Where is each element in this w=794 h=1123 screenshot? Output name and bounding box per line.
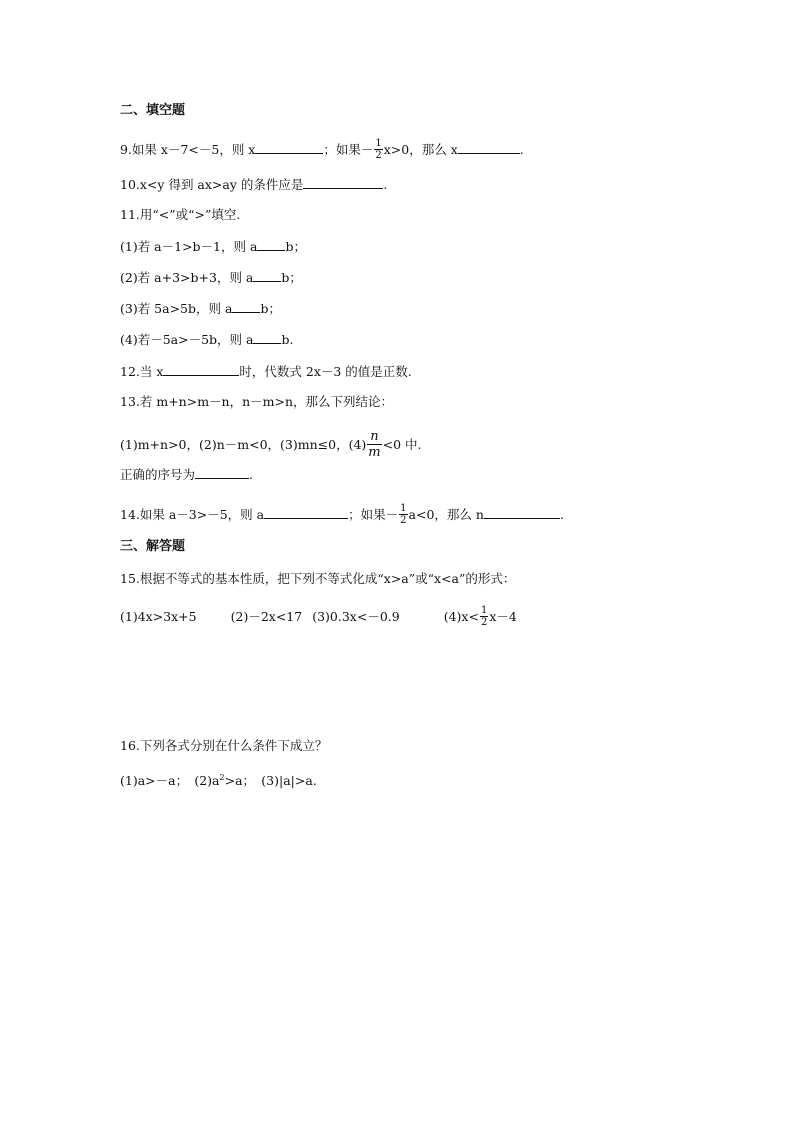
q16-text-2: >a； (3)|a|>a.	[224, 773, 317, 789]
q9-text-1: 9.如果 x－7<－5，则 x	[120, 142, 256, 157]
fraction-numerator: n	[367, 429, 381, 445]
q10-text-2: .	[383, 177, 388, 192]
q11-3-text-1: (3)若 5a>5b，则 a	[120, 301, 233, 316]
q13-text-1: (1)m+n>0，(2)n－m<0，(3)mn≤0，(4)	[120, 437, 367, 452]
q9-text-4: .	[519, 142, 524, 157]
answer-blank[interactable]	[253, 269, 281, 282]
q11-1-text-2: b；	[285, 239, 306, 254]
q14-text-2: ；如果－	[348, 507, 399, 522]
q11-2-text-1: (2)若 a+3>b+3，则 a	[120, 270, 254, 285]
question-10	[120, 176, 387, 193]
fraction	[367, 429, 381, 460]
q15-item-4-b: x－4	[489, 609, 517, 624]
q12-text-1: 12.当 x	[120, 364, 164, 379]
question-11-item-1	[120, 238, 306, 255]
question-11-item-3	[120, 300, 281, 317]
q11-4-text-1: (4)若－5a>－5b，则 a	[120, 332, 254, 347]
answer-blank[interactable]	[303, 176, 383, 189]
question-11-item-4	[120, 331, 293, 348]
answer-blank[interactable]	[458, 141, 520, 154]
answer-blank[interactable]	[232, 300, 260, 313]
answer-blank[interactable]	[255, 141, 323, 154]
answer-blank[interactable]	[257, 238, 285, 251]
question-16-items	[120, 770, 317, 789]
q14-text-3: a<0，那么 n	[408, 507, 484, 522]
q13-answer-label: 正确的序号为	[120, 467, 196, 482]
answer-blank[interactable]	[484, 506, 560, 519]
question-14	[120, 504, 564, 527]
superscript: 2	[219, 773, 225, 782]
q13-text-2: <0 中.	[382, 437, 422, 452]
q13-answer-end: .	[249, 467, 253, 482]
q15-item-4-a: (4)x<	[443, 609, 479, 624]
answer-blank[interactable]	[264, 506, 348, 519]
question-16-stem: 16.下列各式分别在什么条件下成立？	[120, 738, 328, 753]
fraction-denominator: m	[368, 445, 381, 460]
q15-item-3: (3)0.3x<－0.9	[312, 609, 400, 624]
question-11-stem: 11.用“<”或“>”填空.	[120, 207, 241, 222]
q14-text-4: .	[559, 507, 564, 522]
fraction-numerator: 1	[480, 605, 488, 616]
fraction-denominator: 2	[480, 617, 488, 628]
question-13-stem: 13.若 m+n>m－n，n－m>n，那么下列结论：	[120, 394, 394, 409]
q15-item-2: (2)－2x<17	[230, 609, 303, 624]
q16-text-1: (1)a>－a； (2)a	[120, 773, 220, 789]
q10-text-1: 10.x<y 得到 ax>ay 的条件应是	[120, 177, 304, 192]
fraction-denominator: 2	[400, 515, 407, 526]
q11-4-text-2: b.	[281, 332, 294, 347]
question-11-item-2	[120, 269, 302, 286]
fraction-denominator: 2	[375, 150, 382, 161]
answer-blank[interactable]	[163, 363, 239, 376]
section-heading-answer: 三、解答题	[120, 539, 186, 554]
q12-text-2: 时，代数式 2x－3 的值是正数.	[239, 364, 412, 379]
section-heading-fill-in: 二、填空题	[120, 103, 186, 118]
question-12	[120, 363, 412, 380]
q14-text-1: 14.如果 a－3>－5，则 a	[120, 507, 265, 522]
question-13-options	[120, 430, 422, 461]
fraction-numerator: 1	[400, 503, 407, 514]
q9-text-2: ；如果－	[323, 142, 374, 157]
q11-1-text-1: (1)若 a－1>b－1，则 a	[120, 239, 258, 254]
question-15-stem: 15.根据不等式的基本性质，把下列不等式化成“x>a”或“x<a”的形式：	[120, 571, 516, 586]
answer-blank[interactable]	[195, 466, 249, 479]
q9-text-3: x>0，那么 x	[383, 142, 458, 157]
fraction-numerator: 1	[375, 138, 382, 149]
fraction	[480, 605, 488, 628]
q15-item-1: (1)4x>3x+5	[120, 609, 197, 624]
q11-3-text-2: b；	[260, 301, 281, 316]
answer-blank[interactable]	[253, 331, 281, 344]
question-13-answer	[120, 466, 253, 483]
q11-2-text-2: b；	[281, 270, 302, 285]
question-9	[120, 139, 524, 162]
fraction	[399, 503, 407, 526]
question-15-items	[120, 606, 517, 629]
fraction	[374, 138, 382, 161]
